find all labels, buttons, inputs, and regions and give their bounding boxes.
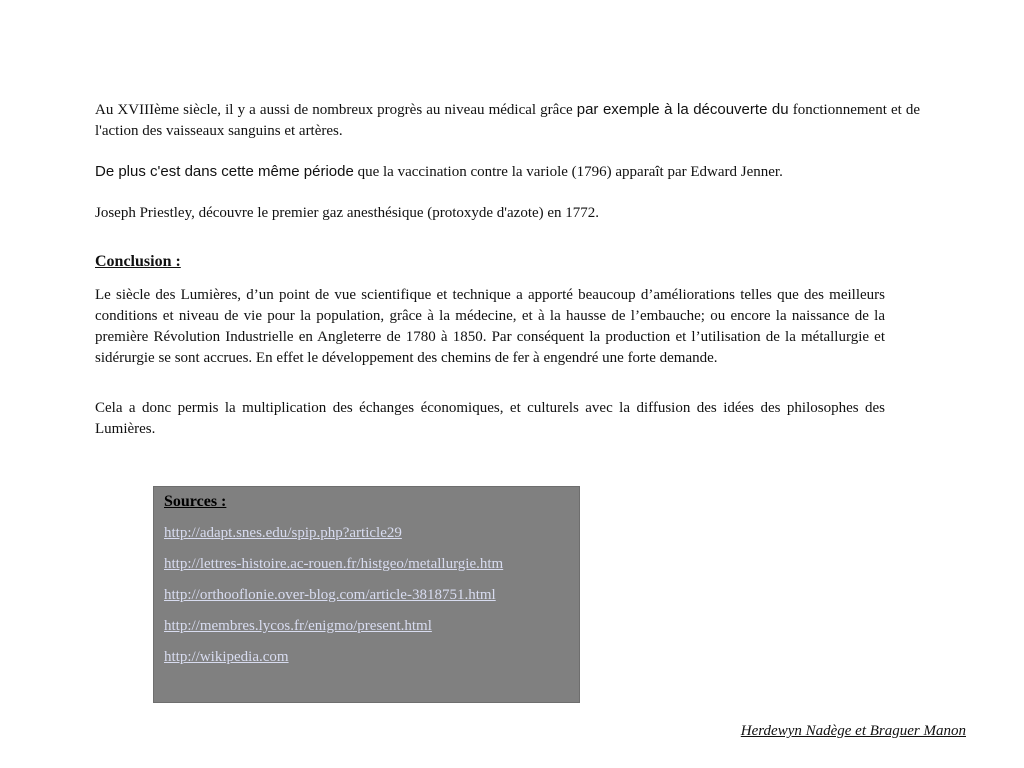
sources-box xyxy=(153,486,580,703)
intro-p1-serif-text: Au XVIIIème siècle, il y a aussi de nombreux progrès au niveau médical grâce xyxy=(95,102,573,118)
source-link[interactable]: http://orthooflonie.over-blog.com/article-3818751.html xyxy=(164,587,496,603)
authors-credit: Herdewyn Nadège et Braguer Manon xyxy=(740,723,966,739)
source-link[interactable]: http://lettres-histoire.ac-rouen.fr/histgeo/metallurgie.htm xyxy=(164,556,504,572)
intro-p2-sans-text: De plus c'est dans cette même période xyxy=(95,163,354,180)
intro-p1-serif-end-text: fonctionnement et de l'action des vaisseaux sanguins et artères. xyxy=(95,102,921,139)
intro-p2-serif-text: que la vaccination contre la variole (1796) apparaît par Edward Jenner. xyxy=(357,164,783,180)
conclusion-heading: Conclusion : xyxy=(95,253,181,270)
conclusion-paragraph-1: Le siècle des Lumières, d’un point de vue scientifique et technique a apporté beaucoup d’améliorations telles que des meilleurs conditions et niveau de vie pour la population, grâce à la médecine, et à la hausse de l’embauche; ou encore la naissance de la première Révolution Industrielle en Angleterre de 1780 à 1850. Par conséquent la production et l’utilisation de la métallurgie et sidérurgie se sont accrues. En effet le développement des chemins de fer à engendré une forte demande. xyxy=(95,287,885,366)
intro-paragraph-1 xyxy=(95,99,920,142)
source-link[interactable]: http://wikipedia.com xyxy=(164,649,289,665)
sources-heading: Sources : xyxy=(164,493,227,510)
conclusion-paragraph-2: Cela a donc permis la multiplication des échanges économiques, et culturels avec la diffusion des idées des philosophes des Lumières. xyxy=(95,400,885,437)
source-link[interactable]: http://membres.lycos.fr/enigmo/present.html xyxy=(164,618,432,634)
intro-paragraph-3: Joseph Priestley, découvre le premier gaz anesthésique (protoxyde d'azote) en 1772. xyxy=(95,205,600,221)
source-link[interactable]: http://adapt.snes.edu/spip.php?article29 xyxy=(164,525,402,541)
intro-p1-sans-text: par exemple à la découverte du xyxy=(576,101,789,118)
intro-paragraph-2 xyxy=(95,161,920,183)
